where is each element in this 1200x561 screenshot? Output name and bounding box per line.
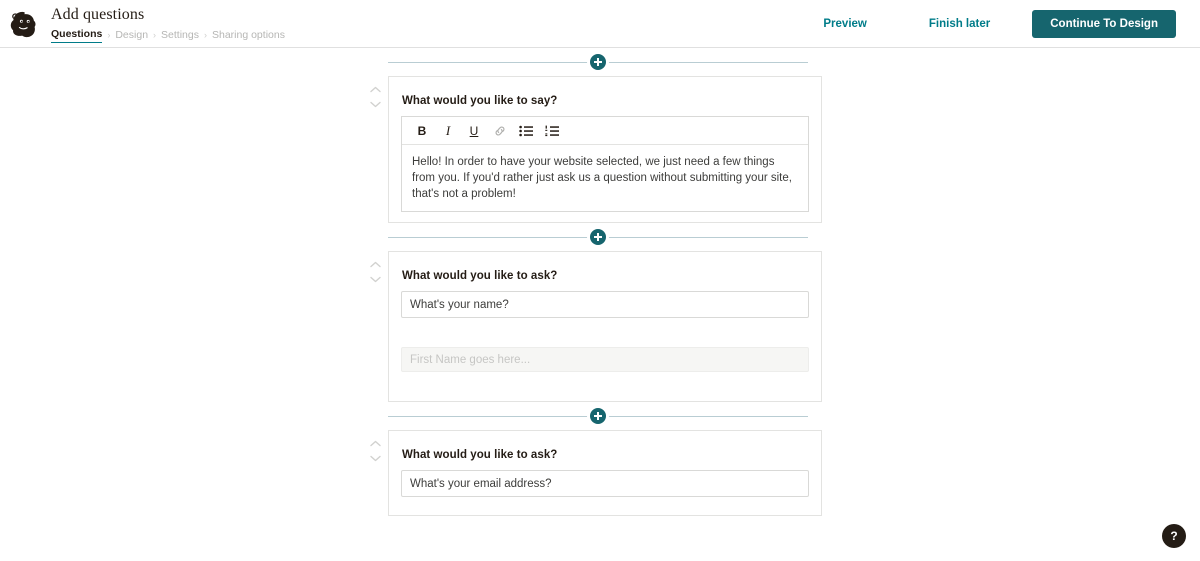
rich-text-body[interactable]: Hello! In order to have your website selected, we just need a few things from you. If you'd rather just ask us a question without submitting your site, that's not a problem! (412, 156, 792, 200)
bold-glyph: B (417, 123, 427, 138)
move-up-button[interactable] (370, 440, 381, 447)
plus-icon (597, 58, 599, 66)
breadcrumb-separator: › (153, 30, 157, 40)
title-block (51, 6, 285, 43)
underline-icon[interactable] (464, 121, 484, 141)
top-bar-actions (813, 0, 1176, 48)
add-block-divider (388, 402, 808, 430)
question-text-input[interactable] (401, 470, 809, 497)
continue-to-design-button[interactable]: Continue To Design (1032, 10, 1176, 38)
breadcrumb-item-settings[interactable]: Settings (161, 29, 199, 41)
question-label: What would you like to ask? (402, 449, 558, 461)
add-block-button[interactable] (590, 54, 606, 70)
link-icon[interactable] (490, 121, 510, 141)
finish-later-button[interactable]: Finish later (919, 12, 1000, 36)
short-answer-question-card[interactable] (388, 430, 822, 516)
preview-button[interactable]: Preview (813, 12, 876, 36)
reorder-controls (362, 251, 388, 283)
builder-canvas (0, 48, 1200, 561)
italic-icon[interactable] (438, 121, 458, 141)
add-block-button[interactable] (590, 229, 606, 245)
rich-text-toolbar (402, 117, 808, 145)
reorder-controls (362, 76, 388, 108)
short-answer-question-card[interactable] (388, 251, 822, 402)
plus-icon (597, 233, 599, 241)
breadcrumb-item-design[interactable]: Design (115, 29, 149, 41)
move-down-button[interactable] (370, 101, 381, 108)
bold-icon[interactable] (412, 121, 432, 141)
breadcrumb-item-sharing-options[interactable]: Sharing options (211, 29, 285, 41)
numbered-list-icon[interactable] (542, 121, 562, 141)
underline-glyph: U (469, 123, 479, 138)
move-down-button[interactable] (370, 455, 381, 462)
add-block-button[interactable] (590, 408, 606, 424)
move-up-button[interactable] (370, 261, 381, 268)
breadcrumb (51, 28, 285, 43)
top-bar (0, 0, 1200, 48)
question-blocks-list (362, 48, 822, 516)
question-text-input[interactable] (401, 291, 809, 318)
add-block-divider (388, 223, 808, 251)
question-block (362, 430, 822, 516)
question-block (362, 76, 822, 223)
question-label: What would you like to say? (402, 95, 558, 107)
breadcrumb-separator: › (107, 30, 111, 40)
question-block (362, 251, 822, 402)
bulleted-list-icon[interactable] (516, 121, 536, 141)
move-up-button[interactable] (370, 86, 381, 93)
rich-text-editor[interactable] (401, 116, 809, 212)
answer-preview-input (401, 347, 809, 372)
move-down-button[interactable] (370, 276, 381, 283)
page-title: Add questions (51, 6, 145, 23)
breadcrumb-separator: › (203, 30, 207, 40)
italic-glyph: I (445, 122, 451, 138)
add-block-divider (388, 48, 808, 76)
reorder-controls (362, 430, 388, 462)
mailchimp-freddie-logo[interactable] (8, 9, 40, 39)
help-button[interactable]: ? (1162, 524, 1186, 548)
rich-text-question-card[interactable] (388, 76, 822, 223)
breadcrumb-item-questions[interactable]: Questions (51, 28, 102, 43)
plus-icon (597, 412, 599, 420)
question-label: What would you like to ask? (402, 270, 558, 282)
